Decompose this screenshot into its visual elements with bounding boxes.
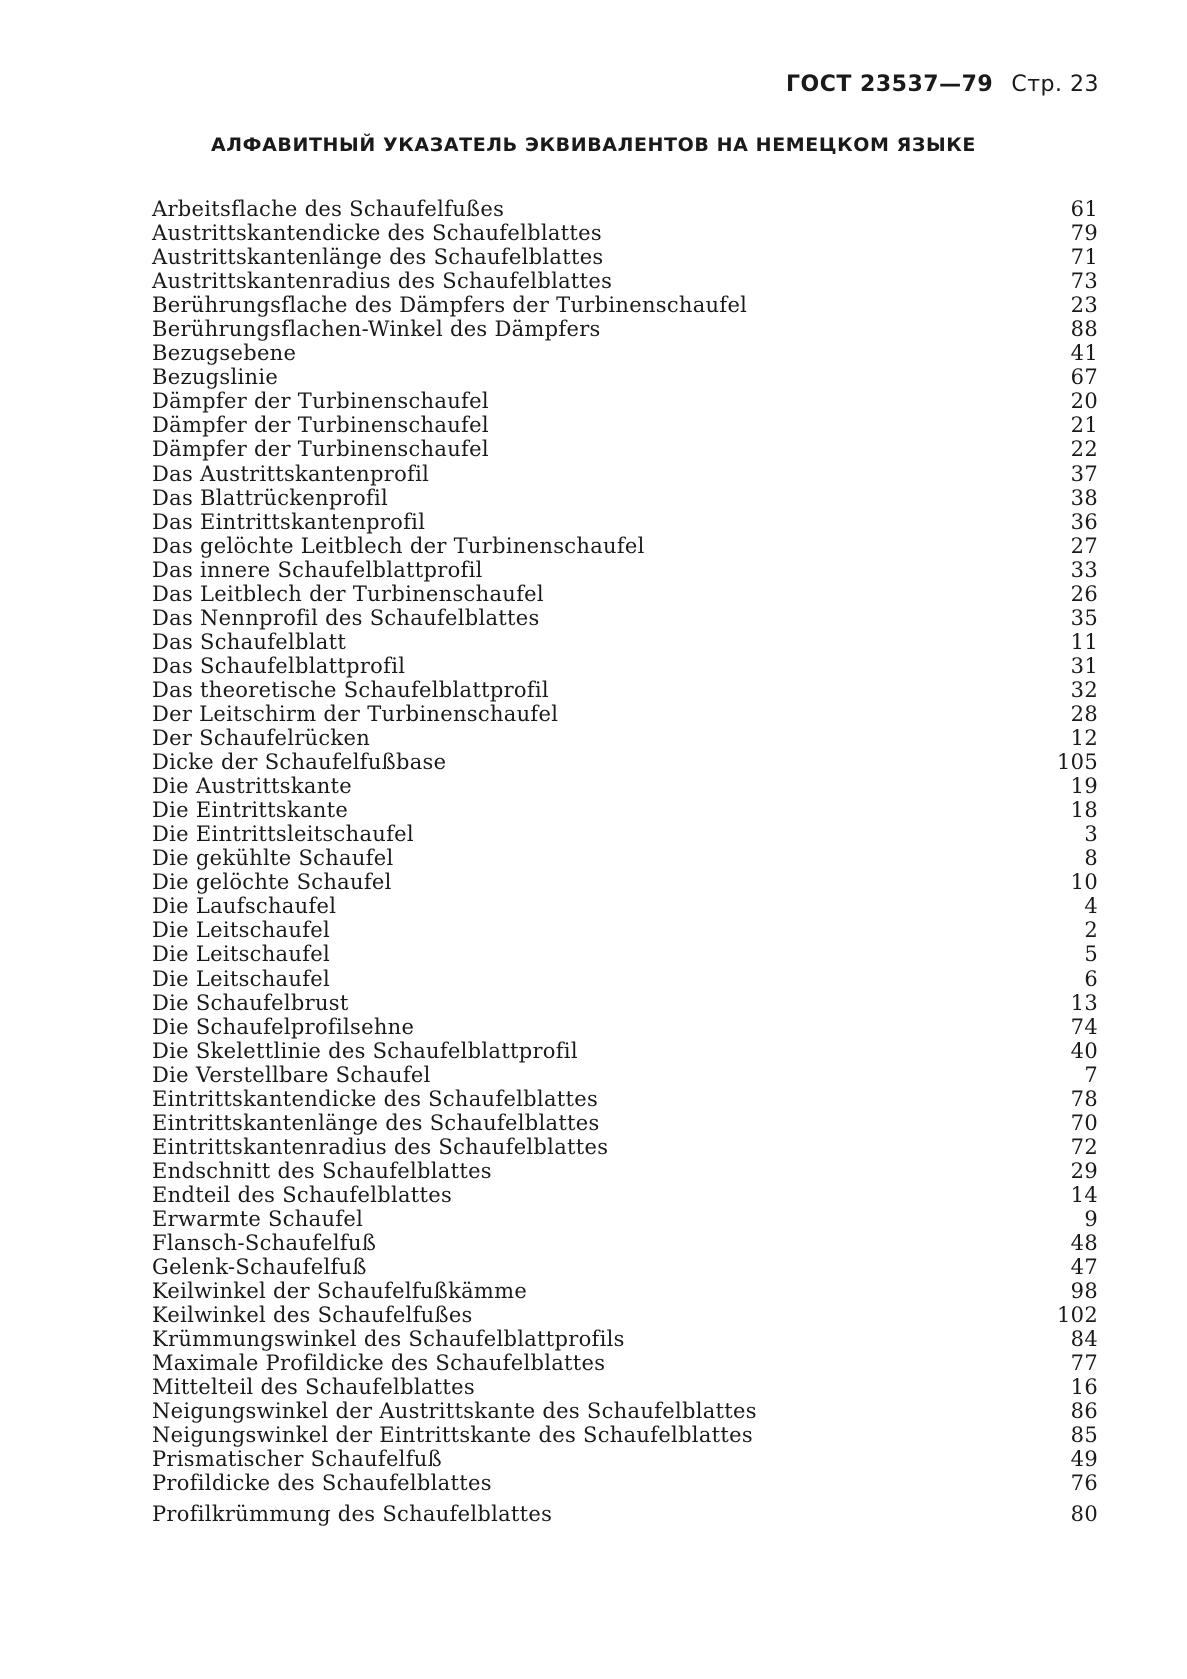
entry-term: Das Leitblech der Turbinenschaufel [152,581,544,606]
index-entry [152,606,1098,630]
index-title: АЛФАВИТНЫЙ УКАЗАТЕЛЬ ЭКВИВАЛЕНТОВ НА НЕМЕЦКОМ ЯЗЫКЕ [210,134,977,156]
entry-number: 20 [1070,389,1098,414]
index-entry [152,894,1098,918]
entry-number: 78 [1070,1086,1098,1111]
entry-number: 76 [1070,1471,1098,1496]
index-entry [152,1111,1098,1135]
entry-number: 85 [1070,1423,1098,1448]
entry-term: Arbeitsflache des Schaufelfußes [152,197,505,221]
index-entry [152,317,1098,341]
index-entry [152,534,1098,558]
entry-term: Die Laufschaufel [152,894,337,919]
entry-number: 11 [1070,629,1098,654]
index-entry [152,798,1098,822]
entry-term: Bezugsebene [152,341,297,366]
entry-number: 7 [1084,1062,1098,1087]
entry-number: 37 [1070,461,1098,486]
entry-term: Erwarmte Schaufel [152,1206,364,1231]
entry-number: 40 [1070,1038,1098,1063]
index-entry [152,1303,1098,1327]
entry-term: Das Schaufelblatt [152,629,347,654]
entry-number: 102 [1057,1303,1098,1328]
entry-term: Austrittskantenradius des Schaufelblattes [152,269,613,294]
entry-number: 61 [1070,197,1098,221]
index-entry [152,774,1098,798]
entry-term: Die Leitschaufel [152,942,331,967]
entry-number: 98 [1070,1279,1098,1304]
index-list [152,197,1098,1526]
entry-term: Dicke der Schaufelfußbase [152,750,447,775]
entry-term: Dämpfer der Turbinenschaufel [152,413,489,438]
index-entry [152,462,1098,486]
entry-number: 27 [1070,533,1098,558]
entry-number: 72 [1070,1134,1098,1159]
entry-number: 4 [1084,894,1098,919]
entry-number: 77 [1070,1351,1098,1376]
index-entry [152,558,1098,582]
index-entry [152,726,1098,750]
entry-term: Endschnitt des Schaufelblattes [152,1158,492,1183]
index-entry [152,991,1098,1015]
index-entry [152,702,1098,726]
entry-number: 71 [1070,245,1098,270]
index-entry [152,678,1098,702]
entry-number: 13 [1070,990,1098,1015]
entry-term: Neigungswinkel der Eintrittskante des Schaufelblattes [152,1423,753,1448]
entry-term: Der Schaufelrücken [152,726,371,751]
entry-number: 29 [1070,1158,1098,1183]
entry-term: Keilwinkel des Schaufelfußes [152,1303,473,1328]
entry-term: Prismatischer Schaufelfuß [152,1447,442,1472]
entry-number: 73 [1070,269,1098,294]
entry-number: 3 [1084,822,1098,847]
entry-number: 32 [1070,677,1098,702]
index-entry [152,1375,1098,1399]
entry-number: 9 [1084,1206,1098,1231]
index-entry [152,1159,1098,1183]
entry-term: Die Verstellbare Schaufel [152,1062,431,1087]
index-entry [152,1351,1098,1375]
entry-term: Das gelöchte Leitblech der Turbinenschaufel [152,533,645,558]
standard-number: ГОСТ 23537—79 [786,72,994,97]
entry-term: Die Eintrittskante [152,798,349,823]
entry-term: Austrittskantenlänge des Schaufelblattes [152,245,604,270]
entry-term: Flansch-Schaufelfuß [152,1231,377,1256]
entry-number: 67 [1070,365,1098,390]
entry-term: Maximale Profildicke des Schaufelblattes [152,1351,606,1376]
entry-number: 22 [1070,437,1098,462]
index-entry [152,486,1098,510]
entry-number: 26 [1070,581,1098,606]
entry-number: 79 [1070,221,1098,246]
entry-number: 23 [1070,293,1098,318]
entry-number: 74 [1070,1014,1098,1039]
index-entry [152,1255,1098,1279]
entry-number: 10 [1070,870,1098,895]
entry-term: Berührungsflachen-Winkel des Dämpfers [152,317,601,342]
entry-number: 36 [1070,509,1098,534]
entry-term: Eintrittskantendicke des Schaufelblattes [152,1086,599,1111]
entry-number: 14 [1070,1182,1098,1207]
entry-number: 84 [1070,1327,1098,1352]
entry-number: 41 [1070,341,1098,366]
index-entry [152,221,1098,245]
index-entry [152,1279,1098,1303]
entry-number: 6 [1084,966,1098,991]
index-entry [152,245,1098,269]
entry-number: 28 [1070,701,1098,726]
index-entry [152,846,1098,870]
index-entry [152,510,1098,534]
entry-term: Das innere Schaufelblattprofil [152,557,483,582]
entry-term: Berührungsflache des Dämpfers der Turbinenschaufel [152,293,748,318]
page-header [786,72,1099,97]
entry-number: 70 [1070,1110,1098,1135]
entry-number: 86 [1070,1399,1098,1424]
entry-term: Das Austrittskantenprofil [152,461,430,486]
index-entry [152,1327,1098,1351]
entry-term: Das theoretische Schaufelblattprofil [152,677,549,702]
entry-term: Austrittskantendicke des Schaufelblattes [152,221,602,246]
entry-term: Die Schaufelprofilsehne [152,1014,415,1039]
index-entry [152,293,1098,317]
index-entry [152,437,1098,461]
entry-term: Neigungswinkel der Austrittskante des Schaufelblattes [152,1399,757,1424]
entry-number: 47 [1070,1255,1098,1280]
index-entry [152,750,1098,774]
index-entry [152,197,1098,221]
index-entry [152,1207,1098,1231]
entry-term: Die gelöchte Schaufel [152,870,392,895]
entry-number: 16 [1070,1375,1098,1400]
index-entry [152,582,1098,606]
entry-term: Das Schaufelblattprofil [152,653,406,678]
index-entry [152,341,1098,365]
entry-term: Die Leitschaufel [152,918,331,943]
entry-number: 8 [1084,846,1098,871]
entry-number: 12 [1070,726,1098,751]
entry-term: Die Leitschaufel [152,966,331,991]
entry-term: Endteil des Schaufelblattes [152,1182,453,1207]
entry-term: Die gekühlte Schaufel [152,846,394,871]
entry-number: 2 [1084,918,1098,943]
index-entry [152,389,1098,413]
index-entry [152,1447,1098,1471]
index-entry [152,918,1098,942]
entry-term: Das Blattrückenprofil [152,485,388,510]
index-entry [152,365,1098,389]
index-entry [152,967,1098,991]
entry-number: 49 [1070,1447,1098,1472]
entry-term: Krümmungswinkel des Schaufelblattprofils [152,1327,625,1352]
entry-term: Dämpfer der Turbinenschaufel [152,437,489,462]
entry-number: 80 [1070,1501,1098,1526]
entry-number: 48 [1070,1231,1098,1256]
entry-term: Die Schaufelbrust [152,990,349,1015]
index-entry [152,1399,1098,1423]
entry-number: 19 [1070,774,1098,799]
index-entry [152,1039,1098,1063]
index-entry [152,942,1098,966]
index-entry [152,1423,1098,1447]
entry-number: 88 [1070,317,1098,342]
entry-number: 38 [1070,485,1098,510]
index-entry [152,1471,1098,1495]
entry-term: Das Nennprofil des Schaufelblattes [152,605,540,630]
entry-term: Die Austrittskante [152,774,353,799]
entry-term: Eintrittskantenradius des Schaufelblattes [152,1134,609,1159]
entry-number: 33 [1070,557,1098,582]
index-entry [152,822,1098,846]
entry-term: Die Eintrittsleitschaufel [152,822,414,847]
index-entry [152,1231,1098,1255]
entry-number: 18 [1070,798,1098,823]
index-entry [152,1087,1098,1111]
entry-term: Gelenk-Schaufelfuß [152,1255,367,1280]
entry-term: Bezugslinie [152,365,279,390]
index-entry [152,1135,1098,1159]
entry-term: Eintrittskantenlänge des Schaufelblattes [152,1110,600,1135]
entry-number: 105 [1057,750,1098,775]
entry-term: Profilkrümmung des Schaufelblattes [152,1501,553,1526]
entry-term: Das Eintrittskantenprofil [152,509,426,534]
index-entry [152,654,1098,678]
index-entry [152,1502,1098,1526]
entry-number: 21 [1070,413,1098,438]
entry-term: Dämpfer der Turbinenschaufel [152,389,489,414]
entry-term: Die Skelettlinie des Schaufelblattprofil [152,1038,578,1063]
entry-term: Der Leitschirm der Turbinenschaufel [152,701,559,726]
entry-term: Mittelteil des Schaufelblattes [152,1375,475,1400]
index-entry [152,269,1098,293]
index-entry [152,413,1098,437]
entry-term: Profildicke des Schaufelblattes [152,1471,492,1496]
index-entry [152,1183,1098,1207]
index-entry [152,1015,1098,1039]
entry-number: 5 [1084,942,1098,967]
page-number: Стр. 23 [1011,72,1099,97]
index-entry [152,1063,1098,1087]
entry-number: 35 [1070,605,1098,630]
entry-term: Keilwinkel der Schaufelfußkämme [152,1279,528,1304]
index-entry [152,870,1098,894]
entry-number: 31 [1070,653,1098,678]
index-entry [152,630,1098,654]
